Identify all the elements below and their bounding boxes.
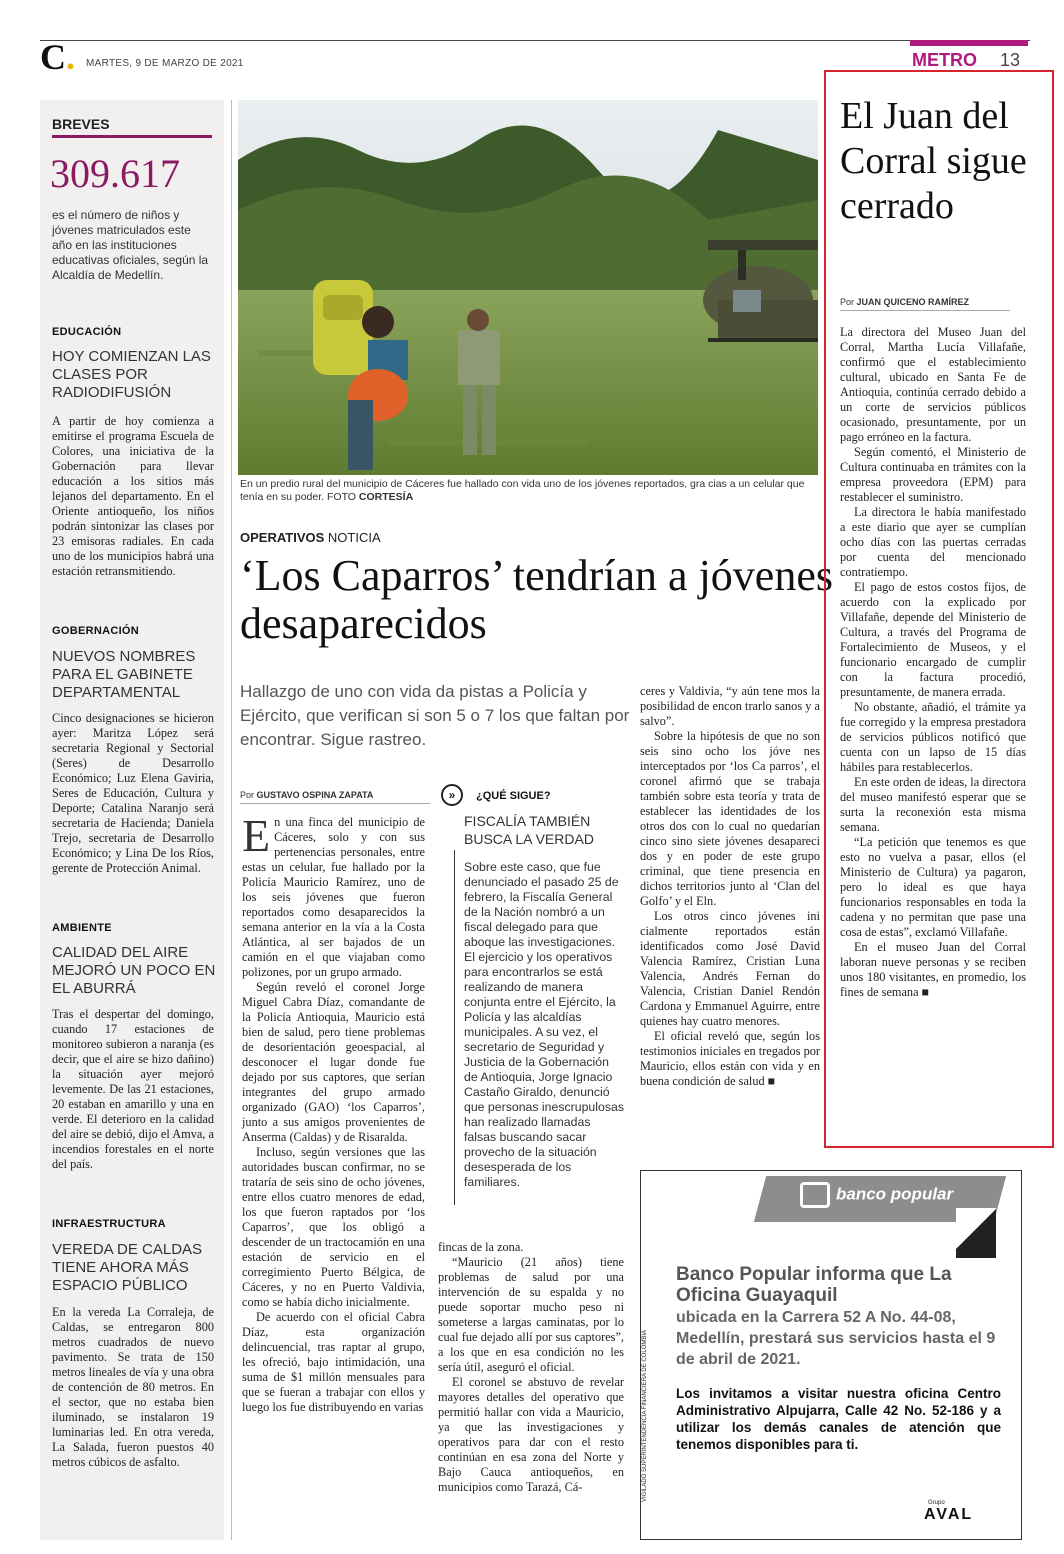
news-photo [238, 100, 818, 475]
article-column-2 [438, 1240, 624, 1495]
brief-label-infraestructura: INFRAESTRUCTURA [52, 1218, 166, 1230]
breves-title: BREVES [52, 116, 110, 132]
ad-subheadline: ubicada en la Carrera 52 A No. 44-08, Medellín, prestará sus servicios hasta el 9 de abril de 2021. [676, 1309, 996, 1368]
brief-label-gobernacion: GOBERNACIÓN [52, 625, 140, 637]
article-column-1 [242, 810, 425, 1415]
article-headline: ‘Los Caparros’ tendrían a jóvenes desaparecidos [240, 551, 833, 648]
bank-logo-icon [800, 1182, 830, 1208]
byline-rule [240, 803, 430, 804]
column-divider [231, 100, 232, 1540]
side-article-byline: Por JUAN QUICENO RAMÍREZ [840, 297, 970, 307]
section-accent-bar [910, 40, 1028, 46]
article-column-3 [640, 684, 820, 1089]
article-paragraph: El coronel se abstuvo de revelar mayores detalles del operativo que permitió hallar con vida a Mauricio, ya que las investigaciones y operativos para dar con el resto continúan en esa zona del Norte y Bajo Cauca antioqueños, en municipios como Tarazá, Cá- [438, 1375, 624, 1494]
article-paragraph: En el museo Juan del Corral laboran nueve personas y se reciben unos 180 visitantes, en promedio, los fines de semana ■ [840, 940, 1026, 999]
brief-head-educacion: HOY COMIENZAN LAS CLASES POR RADIODIFUSIÓN [52, 348, 211, 401]
article-paragraph: En una finca del municipio de Cáceres, solo y con sus pertenencias personales, entre estas un celular, fue hallado por la Policía Mauricio Ramírez, uno de los seis jóvenes que fueron reportados como desaparecidos la semana anterior en la vía a la Costa Atlántica, al ser bajados de un camión en el que viajaban como polizones, por un grupo armado. [242, 810, 425, 979]
brief-label-educacion: EDUCACIÓN [52, 326, 122, 338]
breves-rule [52, 135, 212, 138]
brief-head-gobernacion: NUEVOS NOMBRES PARA EL GABINETE DEPARTAMENTAL [52, 648, 196, 701]
que-sigue-body: Sobre este caso, que fue denunciado el pasado 25 de febrero, la Fiscalía General de la Nación nombró a un fiscal delegado para que aboque las investigaciones. El ejercicio y los operativos para encontrarlos se está realizando de manera conjunta entre el Ejército, la Policía y las alcaldías municipales. A su vez, el secretario de Seguridad y Justicia de la Gobernación de Antioquia, Jorge Ignacio Castaño Giraldo, denunció que personas inescrupulosas han realizado llamadas falsas buscando sacar provecho de la situación desesperada de los familiares. [464, 860, 624, 1189]
side-article-body [840, 325, 1026, 1000]
que-sigue-label: ¿QUÉ SIGUE? [476, 790, 551, 802]
brief-body-infraestructura: En la vereda La Corraleja, de Caldas, se entregaron 800 metros cuadrados de nuevo pavimento. Se trata de 150 metros lineales de vía y una obra de contención de 80 metros. En el sector, que no estaba bien iluminado, se instalaron 19 luminarias led. En otra vereda, La Salada, fueron puestos 40 metros cúbicos de asfalto. [52, 1305, 214, 1469]
article-paragraph: El pago de estos costos fijos, de acuerdo con la explicado por Villafañe, depende del Ministerio de Cultura, a través del Programa de Fortalecimiento de Museos, y el funcionario encargado de cumplir con la factura procedió, presuntamente, de manera errada. [840, 580, 1026, 699]
article-paragraph: La directora le había manifestado a este diario que ayer se cumplían ocho días con las puertas cerradas por cuenta del mencionado contratiempo. [840, 505, 1026, 579]
brief-head-ambiente: CALIDAD DEL AIRE MEJORÓ UN POCO EN EL ABURRÁ [52, 944, 216, 997]
section-name: METRO [912, 50, 977, 70]
article-paragraph: ceres y Valdivia, “y aún tene mos la posibilidad de encon trarlo sanos y a salvo”. [640, 684, 820, 728]
ad-body: Los invitamos a visitar nuestra oficina Centro Administrativo Alpujarra, Calle 42 No. 52-186 y a utilizar los demás canales de atención que tenemos disponibles para ti. [676, 1386, 1001, 1452]
brief-body-educacion: A partir de hoy comienza a emitirse el programa Escuela de Colores, una iniciativa de la Gobernación para llevar educación a los sitios más lejanos del departamento. En el Oriente antioqueño, los niños podrán sintonizar las clases por 23 emisoras radiales. En cada uno de los municipios habrá una estación retransmitiendo. [52, 414, 214, 578]
newspaper-logo: C. [40, 37, 75, 77]
article-paragraph: “La petición que tenemos es que esto no vuelva a pasar, ellos (el Ministerio de Cultura) ya pagaron, pero lo ideal es que haya funcionarios responsables en toda la cadena y no permitan que pase una cosa de estas”, exclamó Villafañe. [840, 835, 1026, 939]
ad-vigilado-notice: VIGILADO SUPERINTENDENCIA FINANCIERA DE COLOMBIA [642, 1329, 648, 1502]
article-paragraph: Incluso, según versiones que las autoridades buscan confirmar, no se trataría de seis sino de ocho jóvenes, entre ellos cuatro menores de edad, los que fueron raptados por ‘los Caparros’, que los obligó a descender de un tractocamión en una estación de servicio en el corregimiento Puerto Bélgica, de Cáceres, y no en Puerto Valdivia, como se había dicho inicialmente. [242, 1145, 425, 1309]
article-paragraph: El oficial reveló que, según los testimonios iniciales en tregados por Mauricio, ellos están con vida y en buena condición de salud ■ [640, 1029, 820, 1088]
ad-headline: Banco Popular informa que La Oficina Guayaquil [676, 1264, 952, 1306]
brief-head-infraestructura: VEREDA DE CALDAS TIENE AHORA MÁS ESPACIO PÚBLICO [52, 1241, 203, 1294]
article-paragraph: No obstante, añadió, el trámite ya fue corregido y la empresa prestadora de servicios públicos notificó que cuenta con un lapso de 15 días hábiles para restablecerlos. [840, 700, 1026, 774]
article-paragraph: Según reveló el coronel Jorge Miguel Cabra Díaz, comandante de la Policía Antioquia, Mauricio está bien de salud, pero tiene problemas de desorientación geoespacial, al desconocer el lugar donde fue dejado por sus captores, que serían integrantes del grupo armado organizado (GAO) ‘los Caparros’, junto a sus amigos provenientes de Anserma (Caldas) y de Risaralda. [242, 980, 425, 1144]
que-sigue-rule [454, 850, 455, 1205]
ad-grupo-label: Grupo [928, 1500, 945, 1506]
article-dek: Hallazgo de uno con vida da pistas a Policía y Ejército, que verifican si son 5 o 7 los que faltan por encontrar. Sigue rastreo. [240, 682, 630, 749]
article-paragraph: “Mauricio (21 años) tiene problemas de salud por una intervención de su espalda y no puede soportar mucho peso ni someterse a largas caminatas, por lo cual fue dejado allí por sus captores”, a los que en esa condición no les sería útil, aseguró el oficial. [438, 1255, 624, 1374]
aval-logo: AVAL [924, 1506, 974, 1523]
article-paragraph: De acuerdo con el oficial Cabra Díaz, esta organización delincuencial, tras raptar al grupo, les ofreció, bajo intimidación, una suma de $1 millón mensuales para que se fueran a trabajar con ellos y luego los fue distribuyendo en varias [242, 1310, 425, 1414]
issue-date: MARTES, 9 DE MARZO DE 2021 [86, 58, 244, 69]
article-paragraph: Según comentó, el Ministerio de Cultura continuaba en trámites con la empresa proveedora (EPM) para restablecer el suministro. [840, 445, 1026, 504]
article-paragraph: En este orden de ideas, la directora del museo manifestó esperar que se surta la reconexión esta misma semana. [840, 775, 1026, 834]
brief-body-ambiente: Tras el despertar del domingo, cuando 17 estaciones de monitoreo subieron a naranja (es decir, que el aire se hizo dañino) la situación ayer mejoró levemente. De las 21 estaciones, 20 estaban en amarillo y una en verde. El deterioro en la calidad del aire se debió, dijo el Amva, a incendios forestales en el norte del país. [52, 1007, 214, 1171]
side-article-headline: El Juan del Corral sigue cerrado [840, 95, 1027, 227]
article-paragraph: fincas de la zona. [438, 1240, 524, 1254]
article-paragraph: Sobre la hipótesis de que no son seis sino ocho los jóve nes interceptados por ‘los Ca parros’, el coronel afirmó que se trabaja también sobre esta teoría y trata de establecer las identidades de los otros dos con lo cual no quedarían cinco sino siete jóvenes desapareci dos y en poder de este grupo criminal, que tiene presencia en dichos territorios junto al ‘Clan del Golfo’ y el Eln. [640, 729, 820, 908]
ad-brand-name: banco popular [800, 1182, 953, 1208]
byline-rule [840, 310, 1010, 311]
page-number: 13 [1000, 50, 1021, 70]
article-kicker: OPERATIVOS NOTICIA [240, 530, 381, 545]
article-paragraph: Los otros cinco jóvenes ini cialmente reportados están identificados como José David Valencia Ramírez, Cristian Luna Valencia, Andrés Fernan do Valencia, Cristian Daniel Rendón Cardona y Emmanuel Aguirre, entre quienes hay cuatro menores. [640, 909, 820, 1028]
que-sigue-title: FISCALÍA TAMBIÉN BUSCA LA VERDAD [464, 813, 594, 847]
brief-body-gobernacion: Cinco designaciones se hicieron ayer: Maritza López será secretaria Regional y Sectorial (Seres) de Desarrollo Económico; Luz Elena Gaviria, Seres de Educación, Cultura y Deporte; Catalina Naranjo será secretaria de Hacienda; Daniela Trejo, secretaria de Desarrollo Económico; y Lina De los Ríos, gerente de Protección Animal. [52, 711, 214, 875]
chevron-right-icon: » [441, 784, 463, 806]
brief-label-ambiente: AMBIENTE [52, 922, 112, 934]
article-paragraph: La directora del Museo Juan del Corral, Martha Lucía Villafañe, confirmó que el establecimiento cultural, ubicado en Santa Fe de Antioquia, continúa cerrado debido a un corte de servicios públicos ocasionado, presuntamente, por un pago erróneo en la factura. [840, 325, 1026, 444]
ad-page-curl [956, 1208, 996, 1258]
breves-stat-text: es el número de niños y jóvenes matriculados este año en las instituciones educativas oficiales, según la Alcaldía de Medellín. [52, 208, 209, 282]
photo-caption: En un predio rural del municipio de Cáceres fue hallado con vida uno de los jóvenes reportados, gra cias a un celular que tenía en su poder. FOTO CORTESÍA [240, 478, 805, 503]
drop-cap: E [242, 810, 271, 861]
breves-stat: 309.617 [50, 151, 180, 196]
header-rule [40, 40, 1030, 41]
article-byline: Por GUSTAVO OSPINA ZAPATA [240, 790, 374, 800]
